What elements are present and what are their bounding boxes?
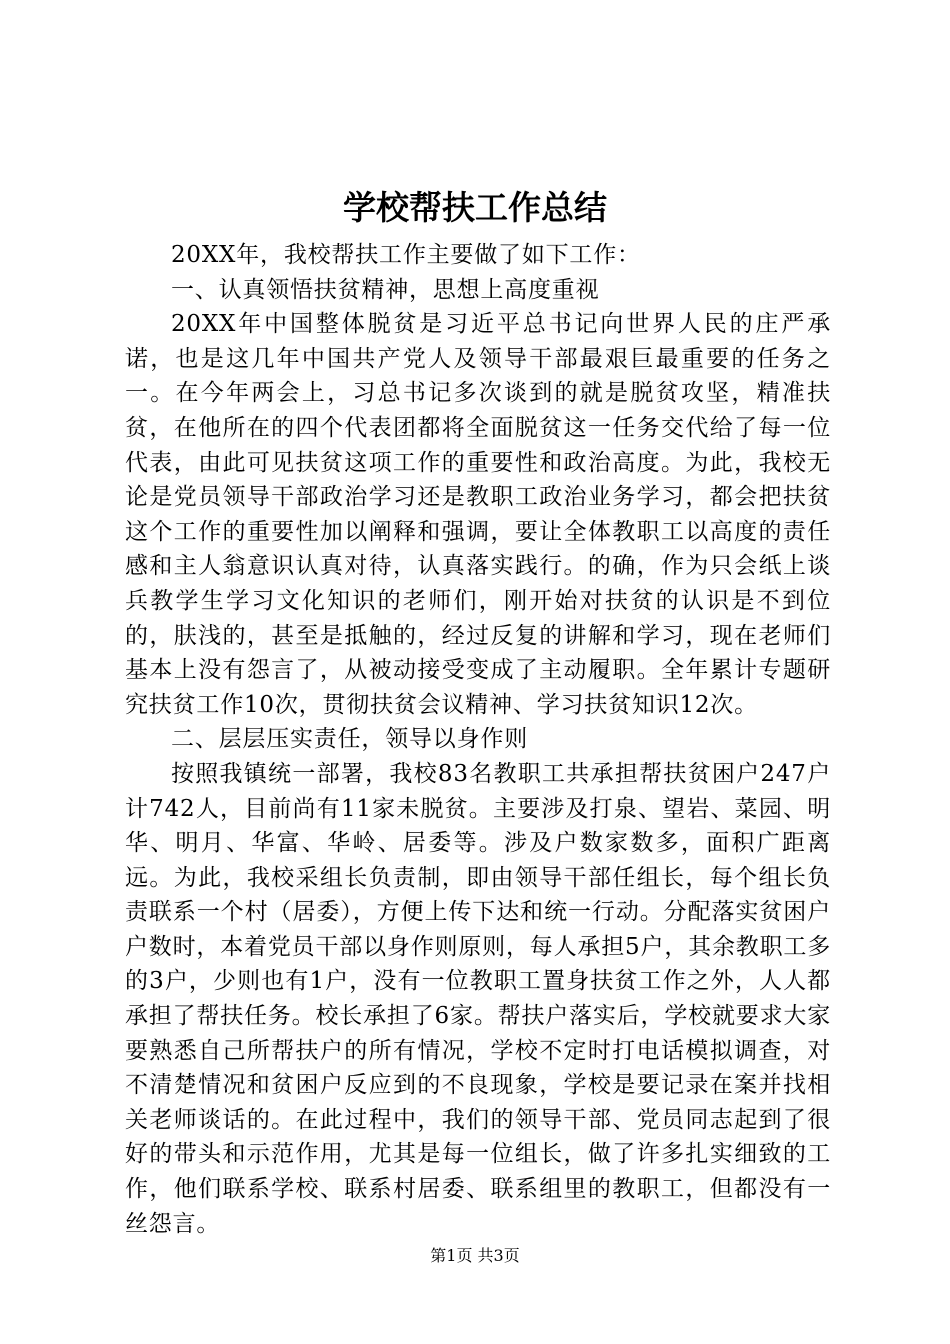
document-body xyxy=(125,238,831,1241)
section-heading-1: 一、认真领悟扶贫精神，思想上高度重视 xyxy=(171,276,600,303)
section-1-paragraph: 20XX年中国整体脱贫是习近平总书记向世界人民的庄严承诺，也是这几年中国共产党人及领导干部最艰巨最重要的任务之一。在今年两会上，习总书记多次谈到的就是脱贫攻坚，精准扶贫，在他所在的四个代表团都将全面脱贫这一任务交代给了每一位代表，由此可见扶贫这项工作的重要性和政治高度。为此，我校无论是党员领导干部政治学习还是教职工政治业务学习，都会把扶贫这个工作的重要性加以阐释和强调，要让全体教职工以高度的责任感和主人翁意识认真对待，认真落实践行。的确，作为只会纸上谈兵教学生学习文化知识的老师们，刚开始对扶贫的认识是不到位的，肤浅的，甚至是抵触的，经过反复的讲解和学习，现在老师们基本上没有怨言了，从被动接受变成了主动履职。全年累计专题研究扶贫工作10次，贯彻扶贫会议精神、学习扶贫知识12次。 xyxy=(125,311,831,718)
page-footer: 第1页 共3页 xyxy=(430,1246,520,1265)
intro-paragraph: 20XX年，我校帮扶工作主要做了如下工作： xyxy=(171,242,641,268)
section-heading-2: 二、层层压实责任，领导以身作则 xyxy=(171,726,528,753)
section-2-paragraph: 按照我镇统一部署，我校83名教职工共承担帮扶贫困户247户计742人，目前尚有11家未脱贫。主要涉及打泉、望岩、菜园、明华、明月、华富、华岭、居委等。涉及户数家数多，面积广距离远。为此，我校采组长负责制，即由领导干部任组长，每个组长负责联系一个村（居委），方便上传下达和统一行动。分配落实贫困户户数时，本着党员干部以身作则原则，每人承担5户，其余教职工多的3户，少则也有1户，没有一位教职工置身扶贫工作之外，人人都承担了帮扶任务。校长承担了6家。帮扶户落实后，学校就要求大家要熟悉自己所帮扶户的所有情况，学校不定时打电话模拟调查，对不清楚情况和贫困户反应到的不良现象，学校是要记录在案并找相关老师谈话的。在此过程中，我们的领导干部、党员同志起到了很好的带头和示范作用，尤其是每一位组长，做了许多扎实细致的工作，他们联系学校、联系村居委、联系组里的教职工，但都没有一丝怨言。 xyxy=(125,760,831,1237)
document-title: 学校帮扶工作总结 xyxy=(343,188,607,227)
